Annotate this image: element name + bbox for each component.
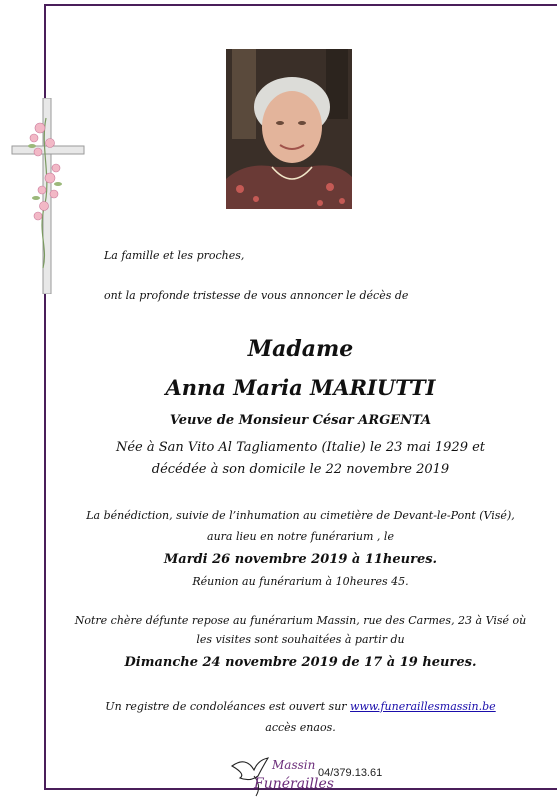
visit-date: Dimanche 24 novembre 2019 de 17 à 19 heures. bbox=[124, 655, 477, 670]
intro-line-family: La famille et les proches, bbox=[104, 249, 245, 262]
register-prefix: Un registre de condoléances est ouvert sur bbox=[105, 700, 347, 713]
intro-line-announcement: ont la profonde tristesse de vous annoncer le décès de bbox=[104, 289, 409, 302]
deceased-spouse: Veuve de Monsieur César ARGENTA bbox=[169, 413, 432, 428]
register-access: accès enaos. bbox=[265, 721, 336, 734]
logo-text-bottom: Funérailles bbox=[254, 776, 334, 792]
deceased-name: Anna Maria MARIUTTI bbox=[165, 375, 436, 400]
floral-cross-icon bbox=[10, 98, 86, 294]
ceremony-line-2: aura lieu en notre funérarium , le bbox=[207, 530, 394, 543]
deceased-title: Madame bbox=[247, 336, 354, 362]
phone-number: 04/379.13.61 bbox=[318, 767, 383, 779]
massin-logo bbox=[228, 752, 334, 798]
visit-line-2: les visites sont souhaitées à partir du bbox=[196, 633, 405, 646]
register-line bbox=[44, 700, 557, 713]
register-link[interactable]: www.funeraillesmassin.be bbox=[350, 700, 496, 713]
frame-top-border bbox=[44, 4, 557, 6]
portrait-photo bbox=[226, 49, 352, 209]
logo-text-top: Massin bbox=[272, 758, 316, 772]
visit-line-1: Notre chère défunte repose au funérarium Massin, rue des Carmes, 23 à Visé où bbox=[74, 614, 527, 627]
deceased-birth: Née à San Vito Al Tagliamento (Italie) le 23 mai 1929 et bbox=[115, 440, 486, 455]
ceremony-line-1: La bénédiction, suivie de l’inhumation au cimetière de Devant-le-Pont (Visé), bbox=[86, 509, 515, 522]
ceremony-date: Mardi 26 novembre 2019 à 11heures. bbox=[163, 552, 438, 567]
deceased-death: décédée à son domicile le 22 novembre 2019 bbox=[151, 462, 450, 477]
ceremony-meeting: Réunion au funérarium à 10heures 45. bbox=[192, 575, 409, 588]
